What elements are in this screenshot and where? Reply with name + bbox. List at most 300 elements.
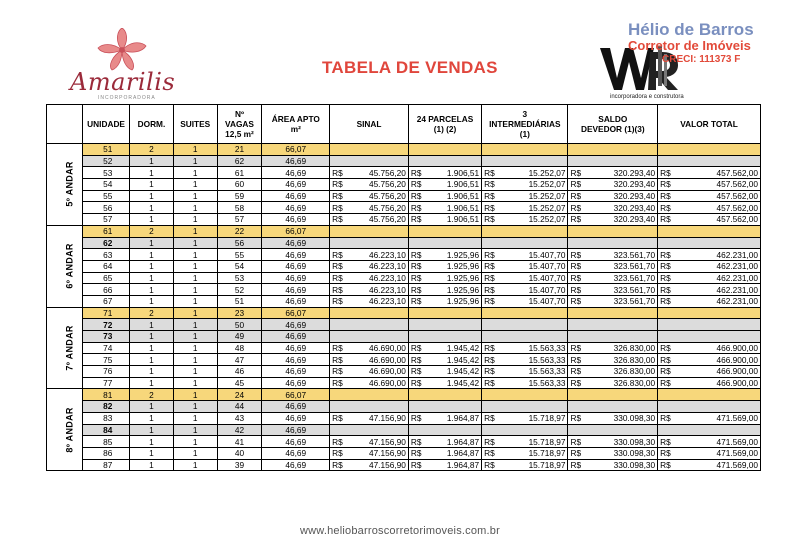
cell-saldo-currency: R$: [568, 260, 590, 272]
table-row: [47, 214, 761, 226]
cell-vagas: 48: [217, 342, 262, 354]
cell-sinal: [352, 424, 409, 436]
cell-sinal: 47.156,90: [352, 436, 409, 448]
table-row: [47, 295, 761, 307]
cell-sinal-currency: [330, 144, 352, 156]
cell-inter-currency: [482, 237, 504, 249]
cell-sinal: 47.156,90: [352, 412, 409, 424]
table-row: [47, 412, 761, 424]
cell-sinal: [352, 237, 409, 249]
cell-unidade: 61: [83, 225, 130, 237]
cell-total: 457.562,00: [679, 214, 760, 226]
cell-dorm: 1: [130, 412, 174, 424]
cell-unidade: 85: [83, 436, 130, 448]
cell-parcelas-currency: R$: [408, 214, 430, 226]
cell-inter-currency: [482, 331, 504, 343]
cell-sinal: 45.756,20: [352, 202, 409, 214]
cell-sinal: [352, 319, 409, 331]
cell-unidade: 52: [83, 155, 130, 167]
cell-suites: 1: [173, 179, 217, 191]
cell-inter: 15.718,97: [503, 459, 568, 471]
header-saldo: [568, 105, 658, 144]
cell-inter-currency: [482, 424, 504, 436]
cell-inter-currency: R$: [482, 447, 504, 459]
cell-parcelas: 1.925,96: [430, 260, 481, 272]
floor-label: 5º ANDAR: [64, 161, 75, 208]
cell-parcelas-currency: R$: [408, 342, 430, 354]
broker-title-watermark: Corretor de Imóveis: [628, 38, 751, 53]
cell-dorm: 1: [130, 202, 174, 214]
floor-label: 7º ANDAR: [64, 325, 75, 371]
cell-parcelas-currency: R$: [408, 272, 430, 284]
table-row: [47, 354, 761, 366]
cell-total-currency: R$: [658, 249, 680, 261]
logo-subtitle: INCORPORADORA: [98, 95, 156, 101]
cell-total: 471.569,00: [679, 436, 760, 448]
footer-website: www.heliobarroscorretorimoveis.com.br: [300, 525, 500, 537]
floor-label-cell: [47, 389, 83, 471]
table-header-row: [47, 105, 761, 144]
header-unidade: UNIDADE: [83, 105, 130, 144]
table-body: [47, 144, 761, 471]
cell-saldo: 326.830,00: [590, 377, 658, 389]
floor-label-cell: [47, 225, 83, 307]
cell-total: [679, 225, 760, 237]
cell-saldo: 326.830,00: [590, 342, 658, 354]
cell-total-currency: [658, 401, 680, 413]
cell-dorm: 1: [130, 447, 174, 459]
cell-vagas: 42: [217, 424, 262, 436]
cell-parcelas-currency: R$: [408, 436, 430, 448]
cell-parcelas: 1.906,51: [430, 214, 481, 226]
cell-saldo: 326.830,00: [590, 354, 658, 366]
cell-inter-currency: [482, 401, 504, 413]
cell-inter: [503, 319, 568, 331]
cell-vagas: 57: [217, 214, 262, 226]
cell-total: 462.231,00: [679, 284, 760, 296]
cell-parcelas: 1.925,96: [430, 284, 481, 296]
cell-suites: 1: [173, 319, 217, 331]
cell-saldo-currency: R$: [568, 436, 590, 448]
cell-total: [679, 401, 760, 413]
cell-saldo: 323.561,70: [590, 284, 658, 296]
cell-saldo: 320.293,40: [590, 202, 658, 214]
cell-parcelas-currency: [408, 319, 430, 331]
cell-suites: 1: [173, 225, 217, 237]
cell-parcelas: 1.945,42: [430, 354, 481, 366]
cell-saldo-currency: [568, 144, 590, 156]
broker-name-watermark: Hélio de Barros: [628, 20, 754, 39]
cell-saldo-currency: R$: [568, 354, 590, 366]
cell-vagas: 45: [217, 377, 262, 389]
cell-inter-currency: R$: [482, 366, 504, 378]
cell-area: 46,69: [262, 249, 330, 261]
cell-unidade: 81: [83, 389, 130, 401]
cell-suites: 1: [173, 214, 217, 226]
table-row: [47, 331, 761, 343]
cell-area: 46,69: [262, 214, 330, 226]
cell-area: 46,69: [262, 366, 330, 378]
cell-saldo: 330.098,30: [590, 459, 658, 471]
cell-inter: [503, 424, 568, 436]
cell-saldo: 323.561,70: [590, 272, 658, 284]
cell-sinal-currency: R$: [330, 295, 352, 307]
cell-area: 46,69: [262, 237, 330, 249]
cell-area: 46,69: [262, 342, 330, 354]
cell-vagas: 59: [217, 190, 262, 202]
cell-parcelas-currency: R$: [408, 284, 430, 296]
cell-parcelas-currency: R$: [408, 295, 430, 307]
cell-area: 46,69: [262, 295, 330, 307]
cell-vagas: 53: [217, 272, 262, 284]
cell-total-currency: R$: [658, 202, 680, 214]
cell-parcelas: 1.964,87: [430, 447, 481, 459]
header-dorm: DORM.: [130, 105, 174, 144]
cell-suites: 1: [173, 272, 217, 284]
cell-sinal-currency: R$: [330, 377, 352, 389]
cell-saldo: 320.293,40: [590, 190, 658, 202]
table-row: [47, 144, 761, 156]
cell-saldo: [590, 389, 658, 401]
cell-parcelas: 1.964,87: [430, 412, 481, 424]
header-total: VALOR TOTAL: [658, 105, 761, 144]
header-vagas-line1: Nº VAGAS: [225, 109, 254, 129]
table-row: [47, 179, 761, 191]
cell-saldo: 323.561,70: [590, 260, 658, 272]
cell-area: 46,69: [262, 377, 330, 389]
cell-inter: 15.563,33: [503, 366, 568, 378]
header-parcelas-line2: (1) (2): [433, 124, 457, 134]
table-row: [47, 272, 761, 284]
cell-inter: 15.718,97: [503, 447, 568, 459]
cell-total: 471.569,00: [679, 412, 760, 424]
cell-total: 471.569,00: [679, 459, 760, 471]
cell-saldo: [590, 225, 658, 237]
cell-saldo-currency: [568, 401, 590, 413]
cell-total-currency: R$: [658, 272, 680, 284]
cell-vagas: 23: [217, 307, 262, 319]
cell-suites: 1: [173, 202, 217, 214]
cell-dorm: 1: [130, 295, 174, 307]
cell-area: 46,69: [262, 447, 330, 459]
cell-unidade: 83: [83, 412, 130, 424]
cell-total: 471.569,00: [679, 447, 760, 459]
cell-vagas: 44: [217, 401, 262, 413]
table-row: [47, 307, 761, 319]
cell-sinal-currency: R$: [330, 272, 352, 284]
cell-parcelas: [430, 225, 481, 237]
cell-suites: 1: [173, 447, 217, 459]
cell-saldo-currency: R$: [568, 167, 590, 179]
cell-sinal-currency: [330, 389, 352, 401]
cell-parcelas-currency: [408, 237, 430, 249]
cell-parcelas-currency: R$: [408, 179, 430, 191]
cell-parcelas-currency: R$: [408, 412, 430, 424]
cell-sinal: 46.690,00: [352, 377, 409, 389]
cell-parcelas-currency: R$: [408, 459, 430, 471]
cell-total: [679, 155, 760, 167]
cell-saldo-currency: R$: [568, 412, 590, 424]
cell-saldo-currency: R$: [568, 295, 590, 307]
cell-suites: 1: [173, 377, 217, 389]
cell-parcelas-currency: R$: [408, 377, 430, 389]
cell-saldo: 330.098,30: [590, 436, 658, 448]
cell-total: 466.900,00: [679, 342, 760, 354]
header-vagas: [217, 105, 262, 144]
cell-saldo: 330.098,30: [590, 412, 658, 424]
cell-saldo-currency: [568, 237, 590, 249]
cell-parcelas: [430, 237, 481, 249]
floor-label: 8º ANDAR: [64, 407, 75, 453]
cell-area: 46,69: [262, 424, 330, 436]
cell-total: [679, 389, 760, 401]
cell-sinal: 45.756,20: [352, 190, 409, 202]
cell-inter: 15.252,07: [503, 167, 568, 179]
cell-unidade: 53: [83, 167, 130, 179]
cell-suites: 1: [173, 284, 217, 296]
cell-inter-currency: R$: [482, 459, 504, 471]
cell-parcelas: 1.925,96: [430, 295, 481, 307]
cell-parcelas: 1.925,96: [430, 249, 481, 261]
cell-parcelas-currency: R$: [408, 366, 430, 378]
cell-parcelas: [430, 331, 481, 343]
table-row: [47, 366, 761, 378]
cell-dorm: 1: [130, 249, 174, 261]
cell-inter-currency: R$: [482, 377, 504, 389]
header-inter-line2: INTERMEDIÁRIAS: [489, 119, 561, 129]
cell-inter: 15.407,70: [503, 284, 568, 296]
cell-sinal: [352, 307, 409, 319]
cell-suites: 1: [173, 331, 217, 343]
cell-total-currency: R$: [658, 190, 680, 202]
table-row: [47, 155, 761, 167]
cell-parcelas-currency: R$: [408, 260, 430, 272]
cell-sinal-currency: R$: [330, 366, 352, 378]
cell-saldo-currency: R$: [568, 342, 590, 354]
cell-vagas: 24: [217, 389, 262, 401]
cell-inter: 15.252,07: [503, 179, 568, 191]
cell-parcelas-currency: R$: [408, 190, 430, 202]
cell-total-currency: [658, 225, 680, 237]
cell-suites: 1: [173, 167, 217, 179]
table-row: [47, 260, 761, 272]
cell-parcelas: 1.945,42: [430, 377, 481, 389]
cell-vagas: 40: [217, 447, 262, 459]
cell-total-currency: R$: [658, 342, 680, 354]
cell-parcelas: 1.906,51: [430, 202, 481, 214]
cell-dorm: 1: [130, 342, 174, 354]
cell-saldo-currency: R$: [568, 366, 590, 378]
cell-inter-currency: [482, 155, 504, 167]
cell-sinal: 47.156,90: [352, 447, 409, 459]
cell-area: 46,69: [262, 412, 330, 424]
cell-dorm: 1: [130, 190, 174, 202]
header-area: [262, 105, 330, 144]
table-row: [47, 225, 761, 237]
cell-parcelas-currency: R$: [408, 354, 430, 366]
cell-total: 457.562,00: [679, 179, 760, 191]
cell-suites: 1: [173, 190, 217, 202]
cell-area: 46,69: [262, 167, 330, 179]
cell-saldo: 330.098,30: [590, 447, 658, 459]
cell-inter-currency: [482, 225, 504, 237]
cell-area: 66,07: [262, 225, 330, 237]
cell-sinal: 46.690,00: [352, 354, 409, 366]
cell-sinal: 45.756,20: [352, 179, 409, 191]
cell-vagas: 54: [217, 260, 262, 272]
cell-sinal: [352, 225, 409, 237]
cell-area: 66,07: [262, 389, 330, 401]
cell-area: 46,69: [262, 272, 330, 284]
page-title: TABELA DE VENDAS: [322, 58, 498, 77]
cell-total: [679, 237, 760, 249]
cell-inter-currency: R$: [482, 202, 504, 214]
cell-parcelas: [430, 401, 481, 413]
logo-text: Amarilis: [70, 68, 176, 96]
cell-total: [679, 144, 760, 156]
cell-inter-currency: R$: [482, 190, 504, 202]
cell-saldo: 323.561,70: [590, 249, 658, 261]
sales-table: [46, 104, 761, 471]
cell-total: [679, 331, 760, 343]
cell-total-currency: R$: [658, 260, 680, 272]
cell-total: [679, 424, 760, 436]
cell-total: 466.900,00: [679, 377, 760, 389]
cell-inter: 15.563,33: [503, 354, 568, 366]
cell-inter: [503, 307, 568, 319]
cell-unidade: 67: [83, 295, 130, 307]
cell-dorm: 1: [130, 459, 174, 471]
cell-inter: [503, 401, 568, 413]
cell-sinal-currency: R$: [330, 249, 352, 261]
cell-dorm: 1: [130, 284, 174, 296]
cell-dorm: 1: [130, 155, 174, 167]
cell-sinal-currency: R$: [330, 179, 352, 191]
cell-unidade: 86: [83, 447, 130, 459]
cell-saldo-currency: R$: [568, 447, 590, 459]
cell-suites: 1: [173, 295, 217, 307]
cell-area: 46,69: [262, 319, 330, 331]
cell-sinal-currency: R$: [330, 447, 352, 459]
cell-dorm: 1: [130, 167, 174, 179]
cell-sinal-currency: R$: [330, 260, 352, 272]
cell-saldo-currency: [568, 331, 590, 343]
cell-parcelas-currency: [408, 389, 430, 401]
cell-saldo-currency: [568, 389, 590, 401]
cell-parcelas: 1.906,51: [430, 190, 481, 202]
cell-unidade: 74: [83, 342, 130, 354]
cell-saldo-currency: [568, 319, 590, 331]
table-row: [47, 319, 761, 331]
cell-suites: 1: [173, 424, 217, 436]
cell-area: 66,07: [262, 307, 330, 319]
cell-parcelas-currency: R$: [408, 167, 430, 179]
cell-inter: [503, 389, 568, 401]
cell-sinal: 45.756,20: [352, 214, 409, 226]
cell-inter-currency: [482, 389, 504, 401]
cell-suites: 1: [173, 260, 217, 272]
cell-inter-currency: R$: [482, 167, 504, 179]
cell-inter: 15.718,97: [503, 412, 568, 424]
cell-inter: 15.252,07: [503, 202, 568, 214]
cell-sinal-currency: [330, 401, 352, 413]
cell-sinal-currency: [330, 319, 352, 331]
cell-inter-currency: R$: [482, 436, 504, 448]
cell-dorm: 2: [130, 144, 174, 156]
cell-inter: 15.407,70: [503, 260, 568, 272]
cell-sinal: 46.223,10: [352, 284, 409, 296]
broker-creci-watermark: CRECI: 111373 F: [662, 54, 741, 65]
cell-saldo-currency: [568, 225, 590, 237]
cell-saldo-currency: R$: [568, 214, 590, 226]
cell-sinal-currency: [330, 307, 352, 319]
cell-vagas: 61: [217, 167, 262, 179]
cell-suites: 1: [173, 366, 217, 378]
cell-vagas: 21: [217, 144, 262, 156]
cell-dorm: 1: [130, 377, 174, 389]
cell-saldo: [590, 401, 658, 413]
cell-sinal: [352, 389, 409, 401]
cell-area: 46,69: [262, 260, 330, 272]
cell-total: 462.231,00: [679, 295, 760, 307]
cell-sinal-currency: [330, 331, 352, 343]
table-row: [47, 167, 761, 179]
cell-inter-currency: [482, 307, 504, 319]
cell-inter-currency: R$: [482, 284, 504, 296]
cell-area: 46,69: [262, 190, 330, 202]
cell-sinal: 46.223,10: [352, 260, 409, 272]
cell-total-currency: R$: [658, 459, 680, 471]
cell-dorm: 2: [130, 225, 174, 237]
cell-unidade: 72: [83, 319, 130, 331]
cell-sinal: [352, 401, 409, 413]
cell-suites: 1: [173, 459, 217, 471]
cell-parcelas-currency: [408, 307, 430, 319]
cell-inter: 15.407,70: [503, 249, 568, 261]
cell-dorm: 1: [130, 214, 174, 226]
table-row: [47, 447, 761, 459]
cell-parcelas: [430, 307, 481, 319]
cell-saldo: 320.293,40: [590, 179, 658, 191]
cell-vagas: 60: [217, 179, 262, 191]
cell-inter: [503, 155, 568, 167]
cell-saldo-currency: R$: [568, 249, 590, 261]
table-row: [47, 237, 761, 249]
cell-total-currency: R$: [658, 377, 680, 389]
cell-unidade: 56: [83, 202, 130, 214]
cell-sinal: 46.223,10: [352, 249, 409, 261]
cell-total-currency: [658, 424, 680, 436]
cell-vagas: 47: [217, 354, 262, 366]
cell-dorm: 1: [130, 424, 174, 436]
cell-dorm: 1: [130, 272, 174, 284]
cell-unidade: 71: [83, 307, 130, 319]
cell-vagas: 50: [217, 319, 262, 331]
cell-vagas: 22: [217, 225, 262, 237]
cell-inter-currency: [482, 144, 504, 156]
cell-total: 457.562,00: [679, 202, 760, 214]
cell-inter: [503, 331, 568, 343]
cell-saldo: [590, 307, 658, 319]
cell-unidade: 76: [83, 366, 130, 378]
cell-parcelas-currency: R$: [408, 249, 430, 261]
cell-inter: [503, 225, 568, 237]
cell-inter: 15.563,33: [503, 342, 568, 354]
cell-dorm: 1: [130, 260, 174, 272]
cell-dorm: 1: [130, 366, 174, 378]
cell-parcelas-currency: [408, 331, 430, 343]
table-row: [47, 377, 761, 389]
